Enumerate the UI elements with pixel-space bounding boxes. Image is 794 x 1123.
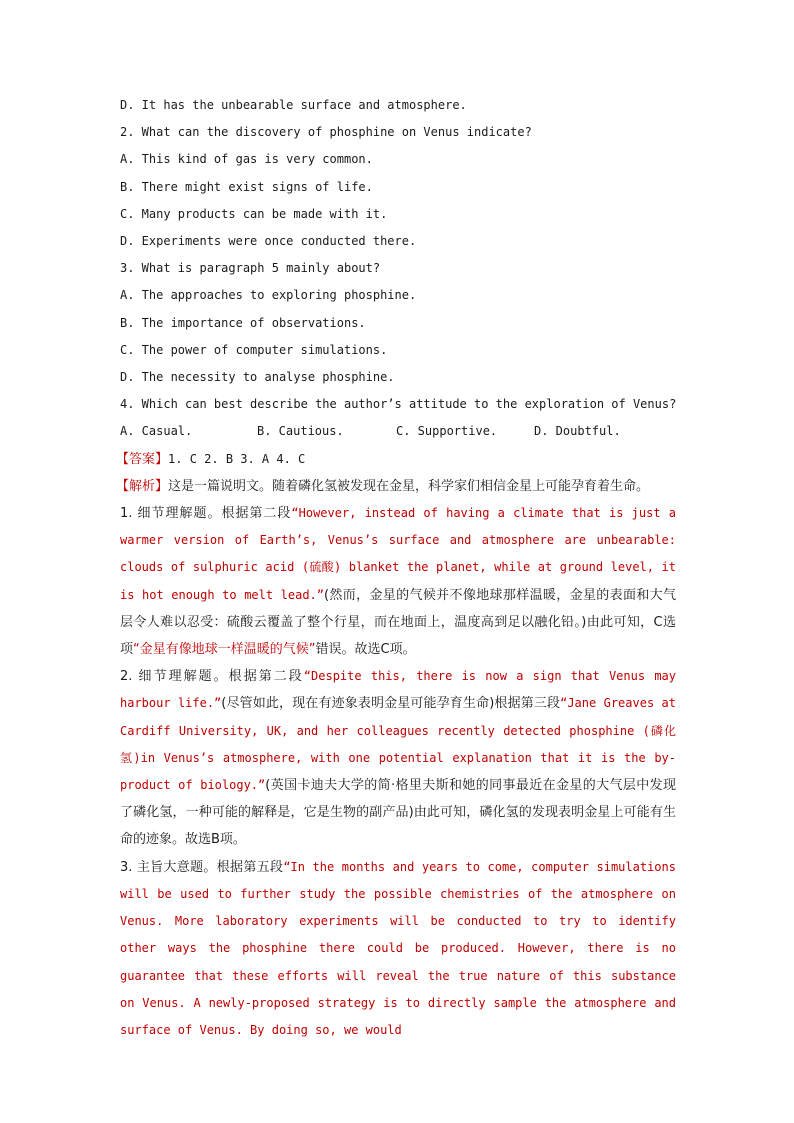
q2-option-d: D. Experiments were once conducted there. xyxy=(120,234,417,249)
q4-stem: 4. Which can best describe the author’s attitude to the exploration of Venus? xyxy=(120,397,677,412)
q3-option-b: B. The importance of observations. xyxy=(120,315,366,330)
q3-option-c: C. The power of computer simulations. xyxy=(120,342,388,357)
q3-option-a: A. The approaches to exploring phosphine. xyxy=(120,288,417,303)
q3-stem: 3. What is paragraph 5 mainly about? xyxy=(120,261,381,276)
analysis-line xyxy=(116,473,676,500)
explanation-3-quote: “In the months and years to come, computer simulations will be used to further study the possible chemistries of the atmosphere on Venus. More laboratory experiments will be conducted to try to identify other ways the phosphine there could be produced. However, there is no guarantee that these efforts will reveal the true nature of this substance on Venus. A newly-proposed strategy is to directly sample the atmosphere and surface of Venus. By doing so, we would xyxy=(120,859,676,1037)
q2-option-a: A. This kind of gas is very common. xyxy=(120,152,373,167)
explanation-2-quote-1: “Despite this, there is now a sign that Venus may harbour life.” xyxy=(120,669,676,711)
answer-label: 【答案】 xyxy=(116,451,169,467)
explanation-1-quote: “However, instead of having a climate that is just a warmer version of Earth’s, Venus’s surface and atmosphere are unbearable: clouds of sulphuric acid (硫酸) blanket the planet, while at ground level, it is hot enough to melt lead.” xyxy=(120,506,676,602)
explanation-1-highlight: “金星有像地球一样温暖的气候” xyxy=(133,642,316,658)
answer-line xyxy=(116,446,676,473)
explanation-3: 3. 主旨大意题。根据第五段“In the months and years to come, computer simulations will be used to further study the possible chemistries of the atmosphere on Venus. More laboratory experiments will be conducted to try to identify other ways the phosphine there could be produced. However, there is no guarantee that these efforts will reveal the true nature of this substance on Venus. A newly-proposed strategy is to directly sample the atmosphere and surface of Venus. By doing so, we would xyxy=(120,859,676,1037)
q3-option-d: D. The necessity to analyse phosphine. xyxy=(120,370,395,385)
document-page xyxy=(116,92,677,1044)
explanation-2-quote-2: “Jane Greaves at Cardiff University, UK, and her colleagues recently detected phosphine (磷化氢)in Venus’s atmosphere, with one potential explanation that it is the by-product of biology.” xyxy=(120,696,676,793)
q1-option-d: D. It has the unbearable surface and atmosphere. xyxy=(120,98,467,112)
q4-option-a: A. Casual. xyxy=(120,424,193,439)
q4-option-c: C. Supportive. xyxy=(396,424,498,439)
q4-option-b: B. Cautious. xyxy=(257,424,344,439)
q2-stem: 2. What can the discovery of phosphine on Venus indicate? xyxy=(120,125,532,140)
explanation-1: 1. 细节理解题。根据第二段“However, instead of having a climate that is just a warmer version of Earth’s, Venus’s surface and atmosphere are unbearable: clouds of sulphuric acid (硫酸) blanket the planet, while at ground level, it is hot enough to melt lead.”(然而，金星的气候并不像地球那样温暖，金星的表面和大气层令人难以忍受：硫酸云覆盖了整个行星，而在地面上，温度高到足以融化铅。)由此可知，C选项“金星有像地球一样温暖的气候”错误。故选C项。 xyxy=(120,506,676,658)
answer-text: 1. C 2. B 3. A 4. C xyxy=(168,451,306,466)
analysis-text: 这是一篇说明文。随着磷化氢被发现在金星，科学家们相信金星上可能孕育着生命。 xyxy=(168,478,650,494)
q4-options xyxy=(120,418,676,445)
explanation-2: 2. 细节理解题。根据第二段“Despite this, there is now a sign that Venus may harbour life.”(尽管如此，现在有迹象表明金星可能孕育生命)根据第三段“Jane Greaves at Cardiff University, UK, and her colleagues recently detected phosphine (磷化氢)in Venus’s atmosphere, with one potential explanation that it is the by-product of biology.”(英国卡迪夫大学的简·格里夫斯和她的同事最近在金星的大气层中发现了磷化氢，一种可能的解释是，它是生物的副产品)由此可知，磷化氢的发现表明金星上可能有生命的迹象。故选B项。 xyxy=(120,669,676,848)
analysis-label: 【解析】 xyxy=(116,478,169,494)
q2-option-c: C. Many products can be made with it. xyxy=(120,206,388,221)
q4-option-d: D. Doubtful. xyxy=(534,424,621,439)
q2-option-b: B. There might exist signs of life. xyxy=(120,179,373,194)
